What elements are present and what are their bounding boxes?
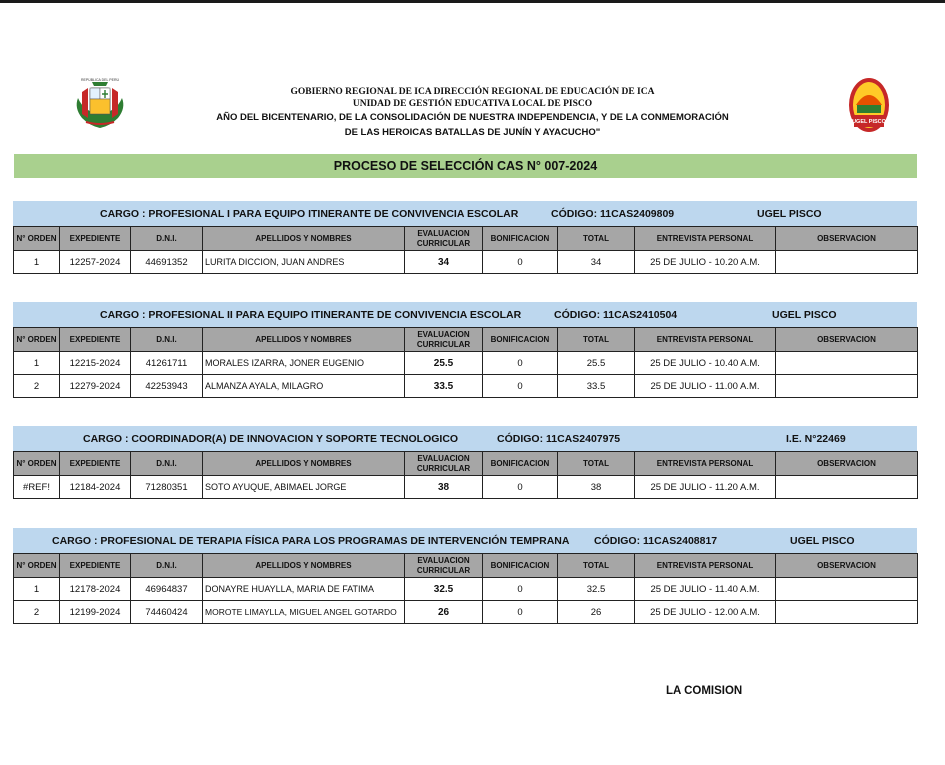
cell-nombre: LURITA DICCION, JUAN ANDRES — [203, 251, 405, 274]
col-bonificacion: BONIFICACION — [483, 328, 558, 352]
table-row — [14, 352, 918, 375]
cell-nombre: MOROTE LIMAYLLA, MIGUEL ANGEL GOTARDO — [203, 601, 405, 624]
cell-evaluacion: 26 — [405, 601, 483, 624]
col-nombres: APELLIDOS Y NOMBRES — [203, 554, 405, 578]
cargo-title: CARGO : COORDINADOR(A) DE INNOVACION Y SOPORTE TECNOLOGICO — [83, 433, 459, 445]
col-expediente: EXPEDIENTE — [60, 554, 131, 578]
cell-bonificacion: 0 — [483, 352, 558, 375]
cell-total: 32.5 — [558, 578, 635, 601]
col-entrevista: ENTREVISTA PERSONAL — [635, 554, 776, 578]
col-bonificacion: BONIFICACION — [483, 452, 558, 476]
col-orden: N° ORDEN — [14, 452, 60, 476]
cargo-block-2 — [13, 302, 917, 398]
col-total: TOTAL — [558, 452, 635, 476]
cell-total: 25.5 — [558, 352, 635, 375]
cell-nombre: SOTO AYUQUE, ABIMAEL JORGE — [203, 476, 405, 499]
col-nombres: APELLIDOS Y NOMBRES — [203, 328, 405, 352]
table-header-row — [14, 328, 918, 352]
col-dni: D.N.I. — [131, 328, 203, 352]
col-observacion: OBSERVACION — [776, 554, 918, 578]
cell-dni: 41261711 — [131, 352, 203, 375]
cell-orden: 1 — [14, 352, 60, 375]
cargo-block-3 — [13, 426, 917, 499]
cargo-bar — [13, 302, 917, 327]
header-line-3: AÑO DEL BICENTENARIO, DE LA CONSOLIDACIÓN DE NUESTRA INDEPENDENCIA, Y DE LA CONMEMORACIÓN — [216, 112, 729, 123]
cell-dni: 44691352 — [131, 251, 203, 274]
top-border-line — [0, 0, 945, 3]
cell-bonificacion: 0 — [483, 578, 558, 601]
col-entrevista: ENTREVISTA PERSONAL — [635, 328, 776, 352]
document-header — [0, 80, 945, 140]
col-nombres: APELLIDOS Y NOMBRES — [203, 452, 405, 476]
cell-entrevista: 25 DE JULIO - 11.20 A.M. — [635, 476, 776, 499]
cell-dni: 71280351 — [131, 476, 203, 499]
col-total: TOTAL — [558, 328, 635, 352]
col-total: TOTAL — [558, 554, 635, 578]
results-table — [13, 226, 918, 274]
cargo-location: I.E. N°22469 — [786, 433, 846, 445]
cell-bonificacion: 0 — [483, 375, 558, 398]
col-expediente: EXPEDIENTE — [60, 227, 131, 251]
results-table — [13, 451, 918, 499]
cell-expediente: 12215-2024 — [60, 352, 131, 375]
col-expediente: EXPEDIENTE — [60, 452, 131, 476]
cell-orden: 2 — [14, 375, 60, 398]
col-dni: D.N.I. — [131, 554, 203, 578]
cell-orden: 2 — [14, 601, 60, 624]
cell-observacion — [776, 352, 918, 375]
col-dni: D.N.I. — [131, 452, 203, 476]
cell-bonificacion: 0 — [483, 251, 558, 274]
table-row — [14, 375, 918, 398]
cell-evaluacion: 38 — [405, 476, 483, 499]
cell-expediente: 12184-2024 — [60, 476, 131, 499]
process-title: PROCESO DE SELECCIÓN CAS N° 007-2024 — [14, 154, 917, 178]
cell-nombre: DONAYRE HUAYLLA, MARIA DE FATIMA — [203, 578, 405, 601]
col-entrevista: ENTREVISTA PERSONAL — [635, 227, 776, 251]
cell-total: 33.5 — [558, 375, 635, 398]
col-total: TOTAL — [558, 227, 635, 251]
col-observacion: OBSERVACION — [776, 227, 918, 251]
results-table — [13, 327, 918, 398]
cell-entrevista: 25 DE JULIO - 10.40 A.M. — [635, 352, 776, 375]
cell-orden: 1 — [14, 251, 60, 274]
header-line-4: DE LAS HEROICAS BATALLAS DE JUNÍN Y AYACUCHO" — [344, 127, 601, 138]
table-header-row — [14, 227, 918, 251]
cell-expediente: 12178-2024 — [60, 578, 131, 601]
table-header-row — [14, 554, 918, 578]
col-evaluacion: EVALUACION CURRICULAR — [405, 452, 483, 476]
col-bonificacion: BONIFICACION — [483, 554, 558, 578]
cell-bonificacion: 0 — [483, 601, 558, 624]
col-nombres: APELLIDOS Y NOMBRES — [203, 227, 405, 251]
cell-expediente: 12257-2024 — [60, 251, 131, 274]
cell-bonificacion: 0 — [483, 476, 558, 499]
cell-total: 26 — [558, 601, 635, 624]
col-entrevista: ENTREVISTA PERSONAL — [635, 452, 776, 476]
col-dni: D.N.I. — [131, 227, 203, 251]
cargo-code: CÓDIGO: 11CAS2410504 — [554, 309, 678, 321]
cargo-bar — [13, 528, 917, 553]
cell-entrevista: 25 DE JULIO - 11.40 A.M. — [635, 578, 776, 601]
cell-observacion — [776, 578, 918, 601]
cell-nombre: MORALES IZARRA, JONER EUGENIO — [203, 352, 405, 375]
cell-evaluacion: 33.5 — [405, 375, 483, 398]
cell-orden: #REF! — [14, 476, 60, 499]
col-observacion: OBSERVACION — [776, 452, 918, 476]
cargo-code: CÓDIGO: 11CAS2407975 — [497, 433, 621, 445]
cargo-block-4 — [13, 528, 917, 624]
cell-dni: 74460424 — [131, 601, 203, 624]
cell-nombre: ALMANZA AYALA, MILAGRO — [203, 375, 405, 398]
cargo-bar — [13, 426, 917, 451]
cell-observacion — [776, 476, 918, 499]
cargo-title: CARGO : PROFESIONAL II PARA EQUIPO ITINERANTE DE CONVIVENCIA ESCOLAR — [100, 309, 522, 321]
logo-left-caption: REPÚBLICA DEL PERÚ — [81, 78, 119, 82]
cell-total: 34 — [558, 251, 635, 274]
cargo-location: UGEL PISCO — [772, 309, 837, 321]
col-expediente: EXPEDIENTE — [60, 328, 131, 352]
col-evaluacion: EVALUACION CURRICULAR — [405, 328, 483, 352]
col-orden: N° ORDEN — [14, 554, 60, 578]
results-table — [13, 553, 918, 624]
cell-evaluacion: 32.5 — [405, 578, 483, 601]
commission-signature-label: LA COMISION — [666, 685, 743, 697]
col-observacion: OBSERVACION — [776, 328, 918, 352]
header-line-1: GOBIERNO REGIONAL DE ICA DIRECCIÓN REGIONAL DE EDUCACIÓN DE ICA — [290, 87, 655, 97]
col-bonificacion: BONIFICACION — [483, 227, 558, 251]
logo-right-caption: UGEL PISCO — [852, 119, 886, 125]
cargo-location: UGEL PISCO — [757, 208, 822, 220]
cargo-title: CARGO : PROFESIONAL DE TERAPIA FÍSICA PARA LOS PROGRAMAS DE INTERVENCIÓN TEMPRANA — [52, 535, 570, 547]
col-evaluacion: EVALUACION CURRICULAR — [405, 227, 483, 251]
col-orden: N° ORDEN — [14, 328, 60, 352]
cell-evaluacion: 25.5 — [405, 352, 483, 375]
cell-expediente: 12199-2024 — [60, 601, 131, 624]
cell-entrevista: 25 DE JULIO - 12.00 A.M. — [635, 601, 776, 624]
table-header-row — [14, 452, 918, 476]
col-orden: N° ORDEN — [14, 227, 60, 251]
cell-dni: 46964837 — [131, 578, 203, 601]
cargo-bar — [13, 201, 917, 226]
cell-dni: 42253943 — [131, 375, 203, 398]
header-line-2: UNIDAD DE GESTIÓN EDUCATIVA LOCAL DE PISCO — [352, 99, 593, 109]
cell-orden: 1 — [14, 578, 60, 601]
cell-entrevista: 25 DE JULIO - 10.20 A.M. — [635, 251, 776, 274]
cell-expediente: 12279-2024 — [60, 375, 131, 398]
cargo-location: UGEL PISCO — [790, 535, 855, 547]
cargo-block-1 — [13, 201, 917, 274]
col-evaluacion: EVALUACION CURRICULAR — [405, 554, 483, 578]
table-row — [14, 476, 918, 499]
cargo-code: CÓDIGO: 11CAS2408817 — [594, 535, 718, 547]
cell-observacion — [776, 251, 918, 274]
cargo-code: CÓDIGO: 11CAS2409809 — [551, 208, 675, 220]
table-row — [14, 578, 918, 601]
cell-observacion — [776, 601, 918, 624]
cell-entrevista: 25 DE JULIO - 11.00 A.M. — [635, 375, 776, 398]
cell-observacion — [776, 375, 918, 398]
table-row — [14, 251, 918, 274]
cell-total: 38 — [558, 476, 635, 499]
cargo-title: CARGO : PROFESIONAL I PARA EQUIPO ITINERANTE DE CONVIVENCIA ESCOLAR — [100, 208, 519, 220]
table-row — [14, 601, 918, 624]
cell-evaluacion: 34 — [405, 251, 483, 274]
